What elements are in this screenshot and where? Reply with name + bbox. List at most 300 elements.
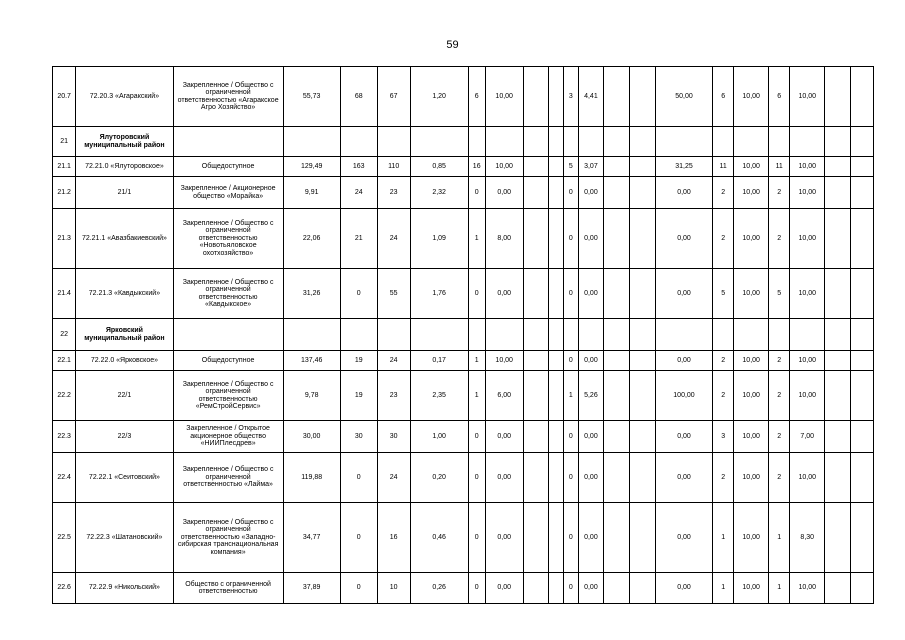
cell-col-6: 0,20: [410, 453, 468, 503]
cell-col-11: 0: [563, 421, 578, 453]
cell-col-20: [825, 209, 850, 269]
cell-col-15: 50,00: [655, 67, 712, 127]
cell-col-4: [340, 319, 377, 351]
cell-col-20: [825, 319, 850, 351]
cell-col-9: [523, 503, 548, 573]
cell-row-number: 21.2: [53, 177, 76, 209]
cell-col-14: [629, 573, 655, 604]
cell-col-6: 0,26: [410, 573, 468, 604]
cell-col-18: 2: [769, 209, 790, 269]
cell-col-17: [734, 319, 769, 351]
cell-col-18: 6: [769, 67, 790, 127]
cell-col-18: 2: [769, 351, 790, 371]
cell-col-5: 23: [377, 371, 410, 421]
cell-col-18: 2: [769, 177, 790, 209]
table-section-row: [53, 319, 874, 351]
cell-col-5: 16: [377, 503, 410, 573]
cell-col-8: 10,00: [485, 67, 523, 127]
cell-col-6: 1,20: [410, 67, 468, 127]
cell-col-18: 11: [769, 157, 790, 177]
cell-col-17: 10,00: [734, 573, 769, 604]
cell-col-7: 0: [468, 421, 485, 453]
cell-area: [283, 319, 340, 351]
cell-area: [283, 127, 340, 157]
cell-col-16: [713, 319, 734, 351]
cell-col-14: [629, 371, 655, 421]
cell-category: Общество с ограниченной ответственностью: [173, 573, 283, 604]
table-section-row: [53, 127, 874, 157]
cell-col-18: 1: [769, 573, 790, 604]
cell-col-9: [523, 573, 548, 604]
cell-col-13: [604, 421, 629, 453]
cell-col-20: [825, 453, 850, 503]
cell-col-8: 10,00: [485, 351, 523, 371]
cell-col-15: 0,00: [655, 421, 712, 453]
cell-col-15: 0,00: [655, 573, 712, 604]
cell-col-12: 0,00: [578, 269, 603, 319]
cell-col-9: [523, 319, 548, 351]
cell-col-11: 0: [563, 573, 578, 604]
cell-col-21: [850, 319, 873, 351]
cell-col-4: 0: [340, 453, 377, 503]
cell-col-9: [523, 157, 548, 177]
cell-area: 9,78: [283, 371, 340, 421]
cell-col-18: 2: [769, 453, 790, 503]
cell-category: Закрепленное / Общество с ограниченной ответственностью «Западно-сибирская транснациональная компания»: [173, 503, 283, 573]
table-row: [53, 421, 874, 453]
cell-col-19: 10,00: [790, 67, 825, 127]
cell-col-5: 10: [377, 573, 410, 604]
cell-col-10: [549, 351, 564, 371]
cell-territory-name: 72.22.3 «Шатановский»: [76, 503, 173, 573]
cell-row-number: 22.1: [53, 351, 76, 371]
cell-col-4: 68: [340, 67, 377, 127]
cell-col-5: 24: [377, 453, 410, 503]
cell-col-17: 10,00: [734, 67, 769, 127]
cell-col-8: 0,00: [485, 177, 523, 209]
cell-col-16: 2: [713, 351, 734, 371]
cell-col-5: 24: [377, 351, 410, 371]
cell-col-8: 0,00: [485, 503, 523, 573]
cell-col-12: 0,00: [578, 503, 603, 573]
cell-col-17: 10,00: [734, 351, 769, 371]
cell-col-12: 0,00: [578, 421, 603, 453]
cell-col-16: 6: [713, 67, 734, 127]
table-row: [53, 573, 874, 604]
cell-col-18: 2: [769, 421, 790, 453]
cell-col-14: [629, 209, 655, 269]
cell-col-19: [790, 319, 825, 351]
cell-col-7: 0: [468, 573, 485, 604]
cell-col-16: [713, 127, 734, 157]
cell-col-16: 2: [713, 177, 734, 209]
cell-col-9: [523, 371, 548, 421]
cell-col-15: [655, 319, 712, 351]
cell-col-12: 0,00: [578, 351, 603, 371]
cell-col-10: [549, 371, 564, 421]
cell-col-13: [604, 269, 629, 319]
cell-col-15: 0,00: [655, 177, 712, 209]
cell-col-11: [563, 127, 578, 157]
cell-col-20: [825, 127, 850, 157]
cell-col-6: 2,35: [410, 371, 468, 421]
data-table: [52, 66, 874, 604]
cell-col-11: 0: [563, 209, 578, 269]
cell-col-9: [523, 453, 548, 503]
cell-category: Закрепленное / Акционерное общество «Морайка»: [173, 177, 283, 209]
cell-col-8: 0,00: [485, 269, 523, 319]
cell-col-9: [523, 269, 548, 319]
cell-col-19: 8,30: [790, 503, 825, 573]
cell-col-12: 0,00: [578, 573, 603, 604]
cell-col-4: 30: [340, 421, 377, 453]
cell-col-14: [629, 127, 655, 157]
cell-col-4: [340, 127, 377, 157]
cell-col-5: 110: [377, 157, 410, 177]
cell-category: [173, 127, 283, 157]
cell-col-15: 0,00: [655, 453, 712, 503]
cell-col-21: [850, 127, 873, 157]
cell-col-4: 0: [340, 573, 377, 604]
cell-col-8: [485, 127, 523, 157]
cell-col-8: 6,00: [485, 371, 523, 421]
cell-col-11: 0: [563, 351, 578, 371]
cell-col-11: [563, 319, 578, 351]
cell-territory-name: 72.21.1 «Авазбакиевский»: [76, 209, 173, 269]
cell-col-16: 1: [713, 503, 734, 573]
cell-category: Общедоступное: [173, 157, 283, 177]
cell-row-number: 22.2: [53, 371, 76, 421]
cell-territory-name: 72.22.0 «Ярковское»: [76, 351, 173, 371]
cell-col-8: 10,00: [485, 157, 523, 177]
cell-col-19: 10,00: [790, 351, 825, 371]
cell-category: Закрепленное / Открытое акционерное общество «НИИПлесдрев»: [173, 421, 283, 453]
cell-category: Закрепленное / Общество с ограниченной ответственностью «Лайма»: [173, 453, 283, 503]
cell-col-21: [850, 453, 873, 503]
cell-col-7: 0: [468, 453, 485, 503]
cell-col-21: [850, 269, 873, 319]
cell-col-18: 2: [769, 371, 790, 421]
cell-col-5: [377, 319, 410, 351]
cell-territory-name: 22/1: [76, 371, 173, 421]
cell-col-17: 10,00: [734, 209, 769, 269]
table-row: [53, 209, 874, 269]
cell-col-19: 10,00: [790, 453, 825, 503]
cell-col-12: 4,41: [578, 67, 603, 127]
cell-col-17: [734, 127, 769, 157]
cell-row-number: 22.6: [53, 573, 76, 604]
cell-col-10: [549, 269, 564, 319]
cell-col-14: [629, 503, 655, 573]
cell-col-11: 1: [563, 371, 578, 421]
table-row: [53, 371, 874, 421]
cell-col-21: [850, 573, 873, 604]
cell-col-13: [604, 157, 629, 177]
cell-col-16: 2: [713, 453, 734, 503]
cell-col-15: 100,00: [655, 371, 712, 421]
cell-col-11: 3: [563, 67, 578, 127]
cell-col-13: [604, 453, 629, 503]
cell-territory-name: 22/3: [76, 421, 173, 453]
cell-row-number: 22: [53, 319, 76, 351]
cell-col-5: 30: [377, 421, 410, 453]
cell-col-12: 0,00: [578, 209, 603, 269]
table-row: [53, 453, 874, 503]
cell-territory-name: 72.22.9 «Никольский»: [76, 573, 173, 604]
cell-col-16: 2: [713, 209, 734, 269]
cell-col-5: 55: [377, 269, 410, 319]
cell-col-15: 0,00: [655, 503, 712, 573]
cell-col-19: 10,00: [790, 177, 825, 209]
cell-col-18: 1: [769, 503, 790, 573]
cell-col-15: 0,00: [655, 209, 712, 269]
cell-col-21: [850, 177, 873, 209]
cell-col-19: 10,00: [790, 269, 825, 319]
cell-area: 34,77: [283, 503, 340, 573]
cell-col-20: [825, 573, 850, 604]
cell-col-10: [549, 319, 564, 351]
cell-col-20: [825, 503, 850, 573]
cell-col-8: 8,00: [485, 209, 523, 269]
cell-col-4: 24: [340, 177, 377, 209]
cell-category: Закрепленное / Общество с ограниченной ответственностью «РемСтройСервис»: [173, 371, 283, 421]
cell-col-7: 0: [468, 269, 485, 319]
cell-col-19: [790, 127, 825, 157]
cell-row-number: 21.3: [53, 209, 76, 269]
cell-col-17: 10,00: [734, 453, 769, 503]
cell-col-10: [549, 209, 564, 269]
cell-area: 37,89: [283, 573, 340, 604]
cell-col-20: [825, 67, 850, 127]
cell-col-9: [523, 209, 548, 269]
cell-col-13: [604, 351, 629, 371]
cell-col-16: 3: [713, 421, 734, 453]
cell-col-17: 10,00: [734, 371, 769, 421]
cell-col-17: 10,00: [734, 157, 769, 177]
cell-col-6: 1,00: [410, 421, 468, 453]
cell-area: 55,73: [283, 67, 340, 127]
cell-col-14: [629, 157, 655, 177]
cell-col-4: 0: [340, 269, 377, 319]
cell-col-13: [604, 573, 629, 604]
cell-col-17: 10,00: [734, 421, 769, 453]
cell-col-15: 31,25: [655, 157, 712, 177]
cell-col-13: [604, 177, 629, 209]
cell-col-14: [629, 177, 655, 209]
cell-col-11: 0: [563, 269, 578, 319]
cell-row-number: 21.4: [53, 269, 76, 319]
cell-col-4: 0: [340, 503, 377, 573]
cell-col-5: 23: [377, 177, 410, 209]
cell-col-6: 0,17: [410, 351, 468, 371]
cell-territory-name: Ярковский муниципальный район: [76, 319, 173, 351]
cell-col-17: 10,00: [734, 177, 769, 209]
cell-col-11: 5: [563, 157, 578, 177]
page-number: 59: [446, 39, 459, 51]
cell-col-7: [468, 127, 485, 157]
cell-col-21: [850, 67, 873, 127]
cell-col-11: 0: [563, 177, 578, 209]
cell-row-number: 21.1: [53, 157, 76, 177]
cell-area: 22,06: [283, 209, 340, 269]
cell-col-14: [629, 269, 655, 319]
cell-col-13: [604, 503, 629, 573]
cell-row-number: 21: [53, 127, 76, 157]
cell-col-6: 2,32: [410, 177, 468, 209]
cell-col-12: 5,26: [578, 371, 603, 421]
cell-col-16: 2: [713, 371, 734, 421]
cell-area: 129,49: [283, 157, 340, 177]
cell-col-10: [549, 573, 564, 604]
table-row: [53, 503, 874, 573]
table-row: [53, 177, 874, 209]
cell-col-13: [604, 67, 629, 127]
cell-col-6: 0,46: [410, 503, 468, 573]
cell-col-7: [468, 319, 485, 351]
cell-col-20: [825, 157, 850, 177]
cell-col-7: 6: [468, 67, 485, 127]
cell-col-9: [523, 421, 548, 453]
cell-col-20: [825, 177, 850, 209]
table-row: [53, 67, 874, 127]
cell-col-15: [655, 127, 712, 157]
cell-col-21: [850, 351, 873, 371]
cell-area: 9,91: [283, 177, 340, 209]
cell-col-20: [825, 371, 850, 421]
cell-row-number: 22.5: [53, 503, 76, 573]
cell-col-13: [604, 319, 629, 351]
cell-col-12: [578, 319, 603, 351]
cell-col-4: 21: [340, 209, 377, 269]
cell-col-19: 10,00: [790, 371, 825, 421]
cell-row-number: 20.7: [53, 67, 76, 127]
cell-col-16: 11: [713, 157, 734, 177]
cell-col-11: 0: [563, 453, 578, 503]
cell-col-4: 163: [340, 157, 377, 177]
table-row: [53, 269, 874, 319]
cell-col-16: 1: [713, 573, 734, 604]
cell-col-16: 5: [713, 269, 734, 319]
cell-col-9: [523, 177, 548, 209]
cell-col-8: [485, 319, 523, 351]
cell-col-12: 0,00: [578, 453, 603, 503]
cell-area: 30,00: [283, 421, 340, 453]
cell-col-10: [549, 503, 564, 573]
cell-col-20: [825, 351, 850, 371]
cell-col-14: [629, 319, 655, 351]
cell-col-7: 0: [468, 503, 485, 573]
cell-col-14: [629, 351, 655, 371]
cell-row-number: 22.4: [53, 453, 76, 503]
cell-territory-name: 72.22.1 «Сеитовский»: [76, 453, 173, 503]
cell-col-13: [604, 209, 629, 269]
cell-col-15: 0,00: [655, 351, 712, 371]
cell-category: [173, 319, 283, 351]
cell-col-6: 0,85: [410, 157, 468, 177]
cell-col-12: 0,00: [578, 177, 603, 209]
cell-col-6: [410, 319, 468, 351]
cell-col-7: 1: [468, 209, 485, 269]
cell-col-4: 19: [340, 371, 377, 421]
cell-area: 31,26: [283, 269, 340, 319]
cell-category: Закрепленное / Общество с ограниченной ответственностью «Новотьяловское охотхозяйство»: [173, 209, 283, 269]
cell-col-8: 0,00: [485, 421, 523, 453]
cell-category: Закрепленное / Общество с ограниченной ответственностью «Кавдыкское»: [173, 269, 283, 319]
cell-territory-name: 72.21.3 «Кавдыкский»: [76, 269, 173, 319]
cell-col-20: [825, 421, 850, 453]
cell-area: 137,46: [283, 351, 340, 371]
cell-col-14: [629, 421, 655, 453]
cell-col-13: [604, 127, 629, 157]
cell-col-14: [629, 453, 655, 503]
cell-territory-name: 21/1: [76, 177, 173, 209]
cell-row-number: 22.3: [53, 421, 76, 453]
cell-col-10: [549, 453, 564, 503]
cell-col-8: 0,00: [485, 573, 523, 604]
cell-col-10: [549, 157, 564, 177]
cell-territory-name: Ялуторовский муниципальный район: [76, 127, 173, 157]
cell-col-19: 7,00: [790, 421, 825, 453]
cell-col-9: [523, 67, 548, 127]
cell-col-4: 19: [340, 351, 377, 371]
cell-col-10: [549, 177, 564, 209]
table-row: [53, 157, 874, 177]
cell-col-6: 1,09: [410, 209, 468, 269]
cell-col-10: [549, 421, 564, 453]
cell-col-17: 10,00: [734, 503, 769, 573]
cell-area: 119,88: [283, 453, 340, 503]
cell-col-5: [377, 127, 410, 157]
cell-col-19: 10,00: [790, 573, 825, 604]
cell-col-9: [523, 351, 548, 371]
cell-col-7: 1: [468, 351, 485, 371]
cell-col-5: 24: [377, 209, 410, 269]
cell-col-15: 0,00: [655, 269, 712, 319]
cell-col-6: 1,76: [410, 269, 468, 319]
cell-col-19: 10,00: [790, 157, 825, 177]
cell-col-18: [769, 319, 790, 351]
cell-col-19: 10,00: [790, 209, 825, 269]
cell-territory-name: 72.20.3 «Агаракский»: [76, 67, 173, 127]
cell-col-7: 16: [468, 157, 485, 177]
cell-col-21: [850, 503, 873, 573]
cell-col-6: [410, 127, 468, 157]
cell-col-7: 0: [468, 177, 485, 209]
cell-col-11: 0: [563, 503, 578, 573]
cell-col-21: [850, 157, 873, 177]
cell-category: Общедоступное: [173, 351, 283, 371]
cell-col-10: [549, 127, 564, 157]
cell-col-18: 5: [769, 269, 790, 319]
cell-col-13: [604, 371, 629, 421]
cell-col-5: 67: [377, 67, 410, 127]
cell-col-12: 3,07: [578, 157, 603, 177]
cell-col-17: 10,00: [734, 269, 769, 319]
cell-col-18: [769, 127, 790, 157]
cell-territory-name: 72.21.0 «Ялуторовское»: [76, 157, 173, 177]
cell-col-21: [850, 209, 873, 269]
cell-category: Закрепленное / Общество с ограниченной ответственностью «Агаракское Агро Хозяйство»: [173, 67, 283, 127]
cell-col-21: [850, 421, 873, 453]
cell-col-20: [825, 269, 850, 319]
cell-col-9: [523, 127, 548, 157]
cell-col-10: [549, 67, 564, 127]
table-row: [53, 351, 874, 371]
cell-col-7: 1: [468, 371, 485, 421]
cell-col-21: [850, 371, 873, 421]
cell-col-14: [629, 67, 655, 127]
cell-col-12: [578, 127, 603, 157]
